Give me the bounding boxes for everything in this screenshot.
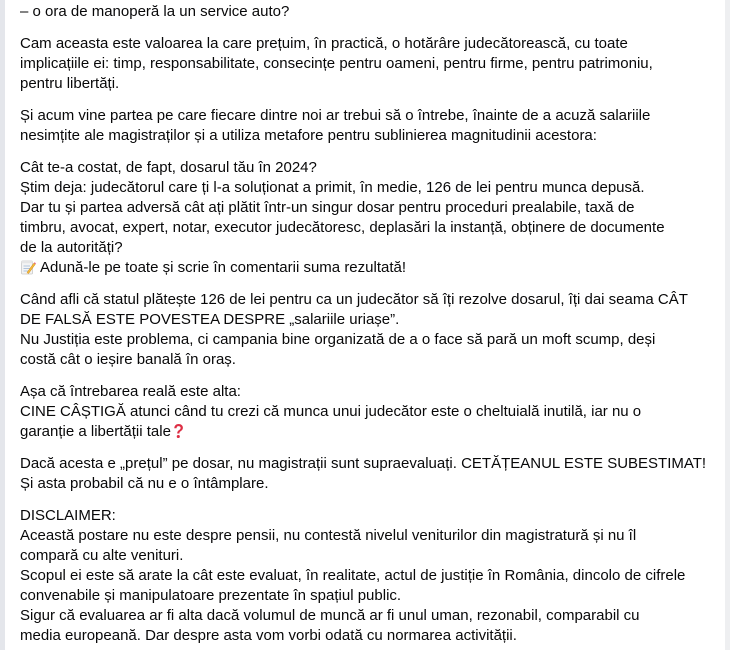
- text-line: Cât te-a costat, de fapt, dosarul tău în 2024?: [20, 159, 317, 176]
- text-line: media europeană. Dar despre asta vom vorbi odată cu normarea activității.: [20, 627, 517, 644]
- text-line: de la autorități?: [20, 239, 123, 256]
- text-line: Sigur că evaluarea ar fi alta dacă volumul de muncă ar fi unul uman, rezonabil, comparabil cu: [20, 607, 640, 624]
- text-line: – o ora de manoperă la un service auto?: [20, 3, 290, 20]
- right-scroll-rail[interactable]: [725, 0, 730, 650]
- paragraph-disclaimer: [20, 506, 720, 646]
- paragraph-false-story: [20, 290, 720, 370]
- text-line: Și acum vine partea pe care fiecare dintre noi ar trebui să o întrebe, înainte de a acuză salariile: [20, 107, 651, 124]
- memo-text: Adună-le pe toate și scrie în comentarii suma rezultată!: [40, 259, 407, 276]
- text-line: CINE CÂȘTIGĂ atunci când tu crezi că munca unui judecător este o cheltuială inutilă, iar nu o: [20, 403, 642, 420]
- paragraph-real-question: [20, 382, 720, 442]
- text-line: Nu Justiția este problema, ci campania bine organizată de a o face să pară un moft scump, deși: [20, 331, 656, 348]
- text-line-with-question: [20, 422, 720, 442]
- disclaimer-heading: DISCLAIMER:: [20, 507, 116, 524]
- text-line: compară cu alte venituri.: [20, 547, 184, 564]
- text-line: timbru, avocat, expert, notar, executor judecătoresc, deplasări la instanță, obținere de documente: [20, 219, 665, 236]
- post-text: [20, 0, 720, 658]
- text-line: DE FALSĂ ESTE POVESTEA DESPRE „salariile uriașe”.: [20, 311, 400, 328]
- text-line: Cam aceasta este valoarea la care prețuim, în practică, o hotărâre judecătorească, cu toate: [20, 35, 628, 52]
- text-line: Dacă acesta e „prețul” pe dosar, nu magistrații sunt supraevaluați. CETĂȚEANUL ESTE SUBESTIMAT!: [20, 455, 707, 472]
- paragraph-intro: [20, 2, 720, 22]
- text-line: Această postare nu este despre pensii, nu contestă nivelul veniturilor din magistratură și nu îl: [20, 527, 637, 544]
- text-line: convenabile și manipulatoare prezentate în spațiul public.: [20, 587, 402, 604]
- text-line: Așa că întrebarea reală este alta:: [20, 383, 241, 400]
- question-text: garanție a libertății tale: [20, 423, 171, 440]
- text-line: Când afli că statul plătește 126 de lei pentru ca un judecător să îți rezolve dosarul, îți dai seama CÂT: [20, 291, 688, 308]
- text-line: Și asta probabil că nu e o întâmplare.: [20, 475, 269, 492]
- paragraph-question-setup: [20, 106, 720, 146]
- text-line: Dar tu și partea adversă cât ați plătit într-un singur dosar pentru proceduri prealabile, taxă de: [20, 199, 635, 216]
- paragraph-citizen: [20, 454, 720, 494]
- text-line: pentru libertăți.: [20, 75, 120, 92]
- text-line: Scopul ei este să arate la cât este evaluat, în realitate, actul de justiție în România, dincolo de cifrele: [20, 567, 686, 584]
- paragraph-valuation: [20, 34, 720, 94]
- left-scroll-rail: [0, 0, 5, 650]
- memo-pencil-icon: [20, 259, 36, 275]
- text-line: nesimțite ale magistraților și a utiliza metafore pentru sublinierea magnitudinii acestora:: [20, 127, 597, 144]
- text-line-with-memo: [20, 258, 720, 278]
- text-line: costă cât o ieșire banală în oraș.: [20, 351, 236, 368]
- text-line: implicațiile ei: timp, responsabilitate, consecințe pentru oameni, pentru firme, pentru patrimoniu,: [20, 55, 653, 72]
- paragraph-cost-question: [20, 158, 720, 278]
- text-line: Știm deja: judecătorul care ți l-a soluționat a primit, în medie, 126 de lei pentru munca depusă.: [20, 179, 645, 196]
- red-question-mark-icon: [172, 423, 185, 439]
